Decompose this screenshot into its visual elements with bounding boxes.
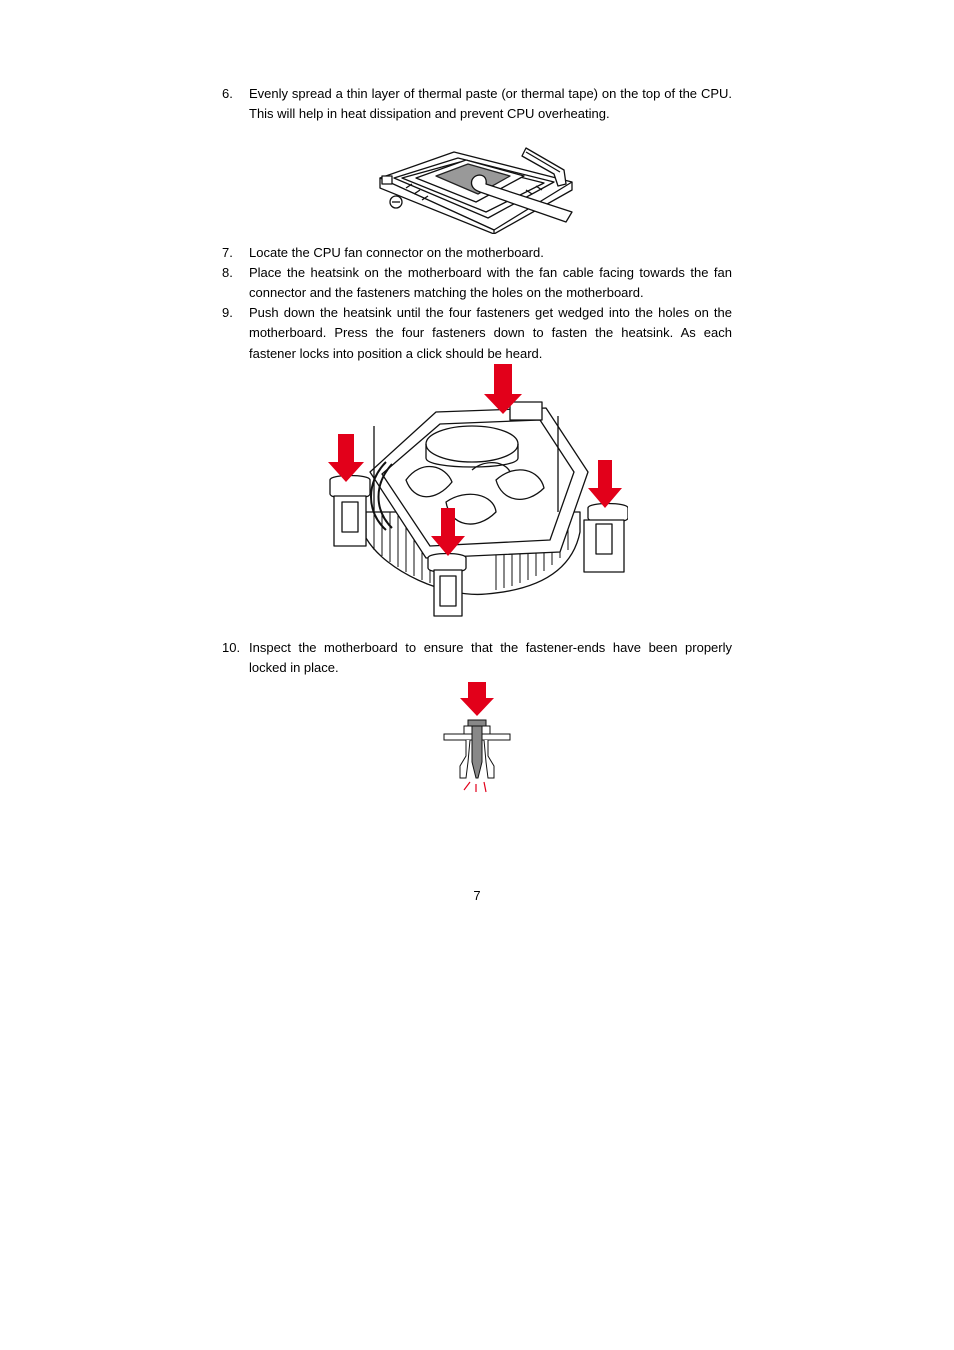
step-9 bbox=[222, 303, 732, 364]
step-text: Push down the heatsink until the four fasteners get wedged into the holes on the motherboard. Press the four fasteners down to fasten the heatsink. As each fastener locks into position a click should be heard. bbox=[249, 305, 732, 361]
fastener-lock-illustration bbox=[440, 682, 514, 798]
step-7 bbox=[222, 243, 732, 263]
step-number: 6. bbox=[222, 86, 233, 101]
step-text: Locate the CPU fan connector on the motherboard. bbox=[249, 245, 544, 260]
step-6 bbox=[222, 84, 732, 125]
step-text: Evenly spread a thin layer of thermal paste (or thermal tape) on the top of the CPU. This will help in heat dissipation and prevent CPU overheating. bbox=[249, 86, 732, 122]
step-8 bbox=[222, 263, 732, 304]
step-10 bbox=[222, 638, 732, 679]
step-number: 8. bbox=[222, 265, 233, 280]
step-number: 10. bbox=[222, 640, 241, 655]
step-number: 7. bbox=[222, 245, 233, 260]
thermal-paste-illustration bbox=[376, 138, 580, 234]
step-text: Inspect the motherboard to ensure that the fastener-ends have been properly locked in place. bbox=[249, 640, 732, 676]
step-number: 9. bbox=[222, 305, 233, 320]
heatsink-fastener-illustration bbox=[326, 362, 628, 626]
page-number: 7 bbox=[473, 888, 481, 903]
step-text: Place the heatsink on the motherboard with the fan cable facing towards the fan connector and the fasteners matching the holes on the motherboard. bbox=[249, 265, 732, 301]
